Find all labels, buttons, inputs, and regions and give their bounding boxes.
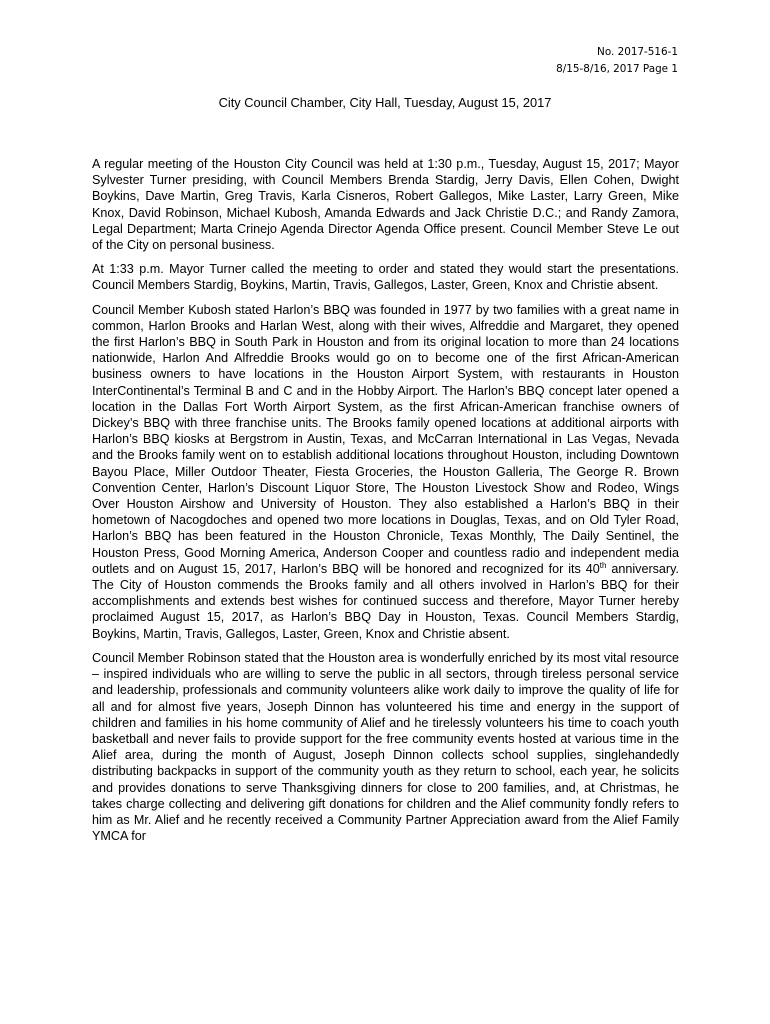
document-body: [92, 156, 679, 852]
paragraph-harlons-bbq-proclamation: [92, 302, 679, 642]
paragraph-text: Council Member Kubosh stated Harlon’s BBQ was founded in 1977 by two families with a great name in common, Harlon Brooks and Harlan West, along with their wives, Alfreddie and Margaret, they opened the first Harlon’s BBQ in South Park in Houston and from its original location to more than 24 locations nationwide, Harlon And Alfreddie Brooks would go on to become one of the first African-American business owners to have locations in the Houston Airport System, with restaurants in Houston InterContinental’s Terminal B and C and in the Hobby Airport. The Harlon’s BBQ concept later opened a location in the Dallas Fort Worth Airport System, as the first African-American franchise owners of Dickey’s BBQ with three franchise units. The Brooks family opened locations at additional airports with Harlon’s BBQ kiosks at Bergstrom in Austin, Texas, and McCarran International in Las Vegas, Nevada and the Brooks family went on to establish additional locations throughout Houston, including Downtown Bayou Place, Miller Outdoor Theater, Fiesta Groceries, the Houston Galleria, The George R. Brown Convention Center, Harlon’s Discount Liquor Store, The Houston Livestock Show and Rodeo, Wings Over Houston Airshow and University of Houston. They also established a Harlon’s BBQ in their hometown of Nacogdoches and opened two more locations in Douglas, Texas, and on Old Tyler Road, Harlon’s BBQ has been featured in the Houston Chronicle, Texas Monthly, The Daily Sentinel, the Houston Press, Good Morning America, Anderson Cooper and countless radio and independent media outlets and on August 15, 2017, Harlon’s BBQ will be honored and recognized for its 40: [92, 302, 679, 576]
document-dates-page: 8/15-8/16, 2017 Page 1: [556, 63, 678, 75]
paragraph-joseph-dinnon: Council Member Robinson stated that the Houston area is wonderfully enriched by its most vital resource – inspired individuals who are willing to serve the public in all sectors, through tireless personal service and leadership, professionals and community volunteers alike work daily to improve the quality of life for all and for almost five years, Joseph Dinnon has volunteered his time and energy in the support of children and families in his home community of Alief and he tirelessly volunteers his time to coach youth basketball and never fails to provide support for the free community events hosted at various time in the Alief area, during the month of August, Joseph Dinnon collects school supplies, singlehandedly distributing backpacks in support of the community youth as they return to school, each year, he solicits and provides donations to serve Thanksgiving dinners for close to 200 families, and, at Christmas, he takes charge collecting and delivering gift donations for children and the Alief community fondly refers to him as Mr. Alief and he recently received a Community Partner Appreciation award from the Alief Family YMCA for: [92, 650, 679, 844]
paragraph-call-to-order: At 1:33 p.m. Mayor Turner called the meeting to order and stated they would start the presentations. Council Members Stardig, Boykins, Martin, Travis, Gallegos, Laster, Green, Knox and Christie absent.: [92, 262, 679, 293]
paragraph-meeting-attendance: A regular meeting of the Houston City Council was held at 1:30 p.m., Tuesday, August 15, 2017; Mayor Sylvester Turner presiding, with Council Members Brenda Stardig, Jerry Davis, Ellen Cohen, Dwight Boykins, Dave Martin, Greg Travis, Karla Cisneros, Robert Gallegos, Mike Laster, Larry Green, Mike Knox, David Robinson, Michael Kubosh, Amanda Edwards and Jack Christie D.C.; and Randy Zamora, Legal Department; Marta Crinejo Agenda Director Agenda Office present. Council Member Steve Le out of the City on personal business.: [92, 157, 679, 253]
paragraph-text: anniversary. The City of Houston commends the Brooks family and all others involved in Harlon’s BBQ for their accomplishments and extends best wishes for continued success and therefore, Mayor Turner hereby proclaimed August 15, 2017, as Harlon’s BBQ Day in Houston, Texas. Council Members Stardig, Boykins, Martin, Travis, Gallegos, Laster, Green, Knox and Christie absent.: [92, 561, 679, 641]
ordinal-superscript: th: [599, 560, 607, 570]
page-title: City Council Chamber, City Hall, Tuesday, August 15, 2017: [218, 95, 552, 110]
document-number: No. 2017-516-1: [597, 46, 678, 58]
